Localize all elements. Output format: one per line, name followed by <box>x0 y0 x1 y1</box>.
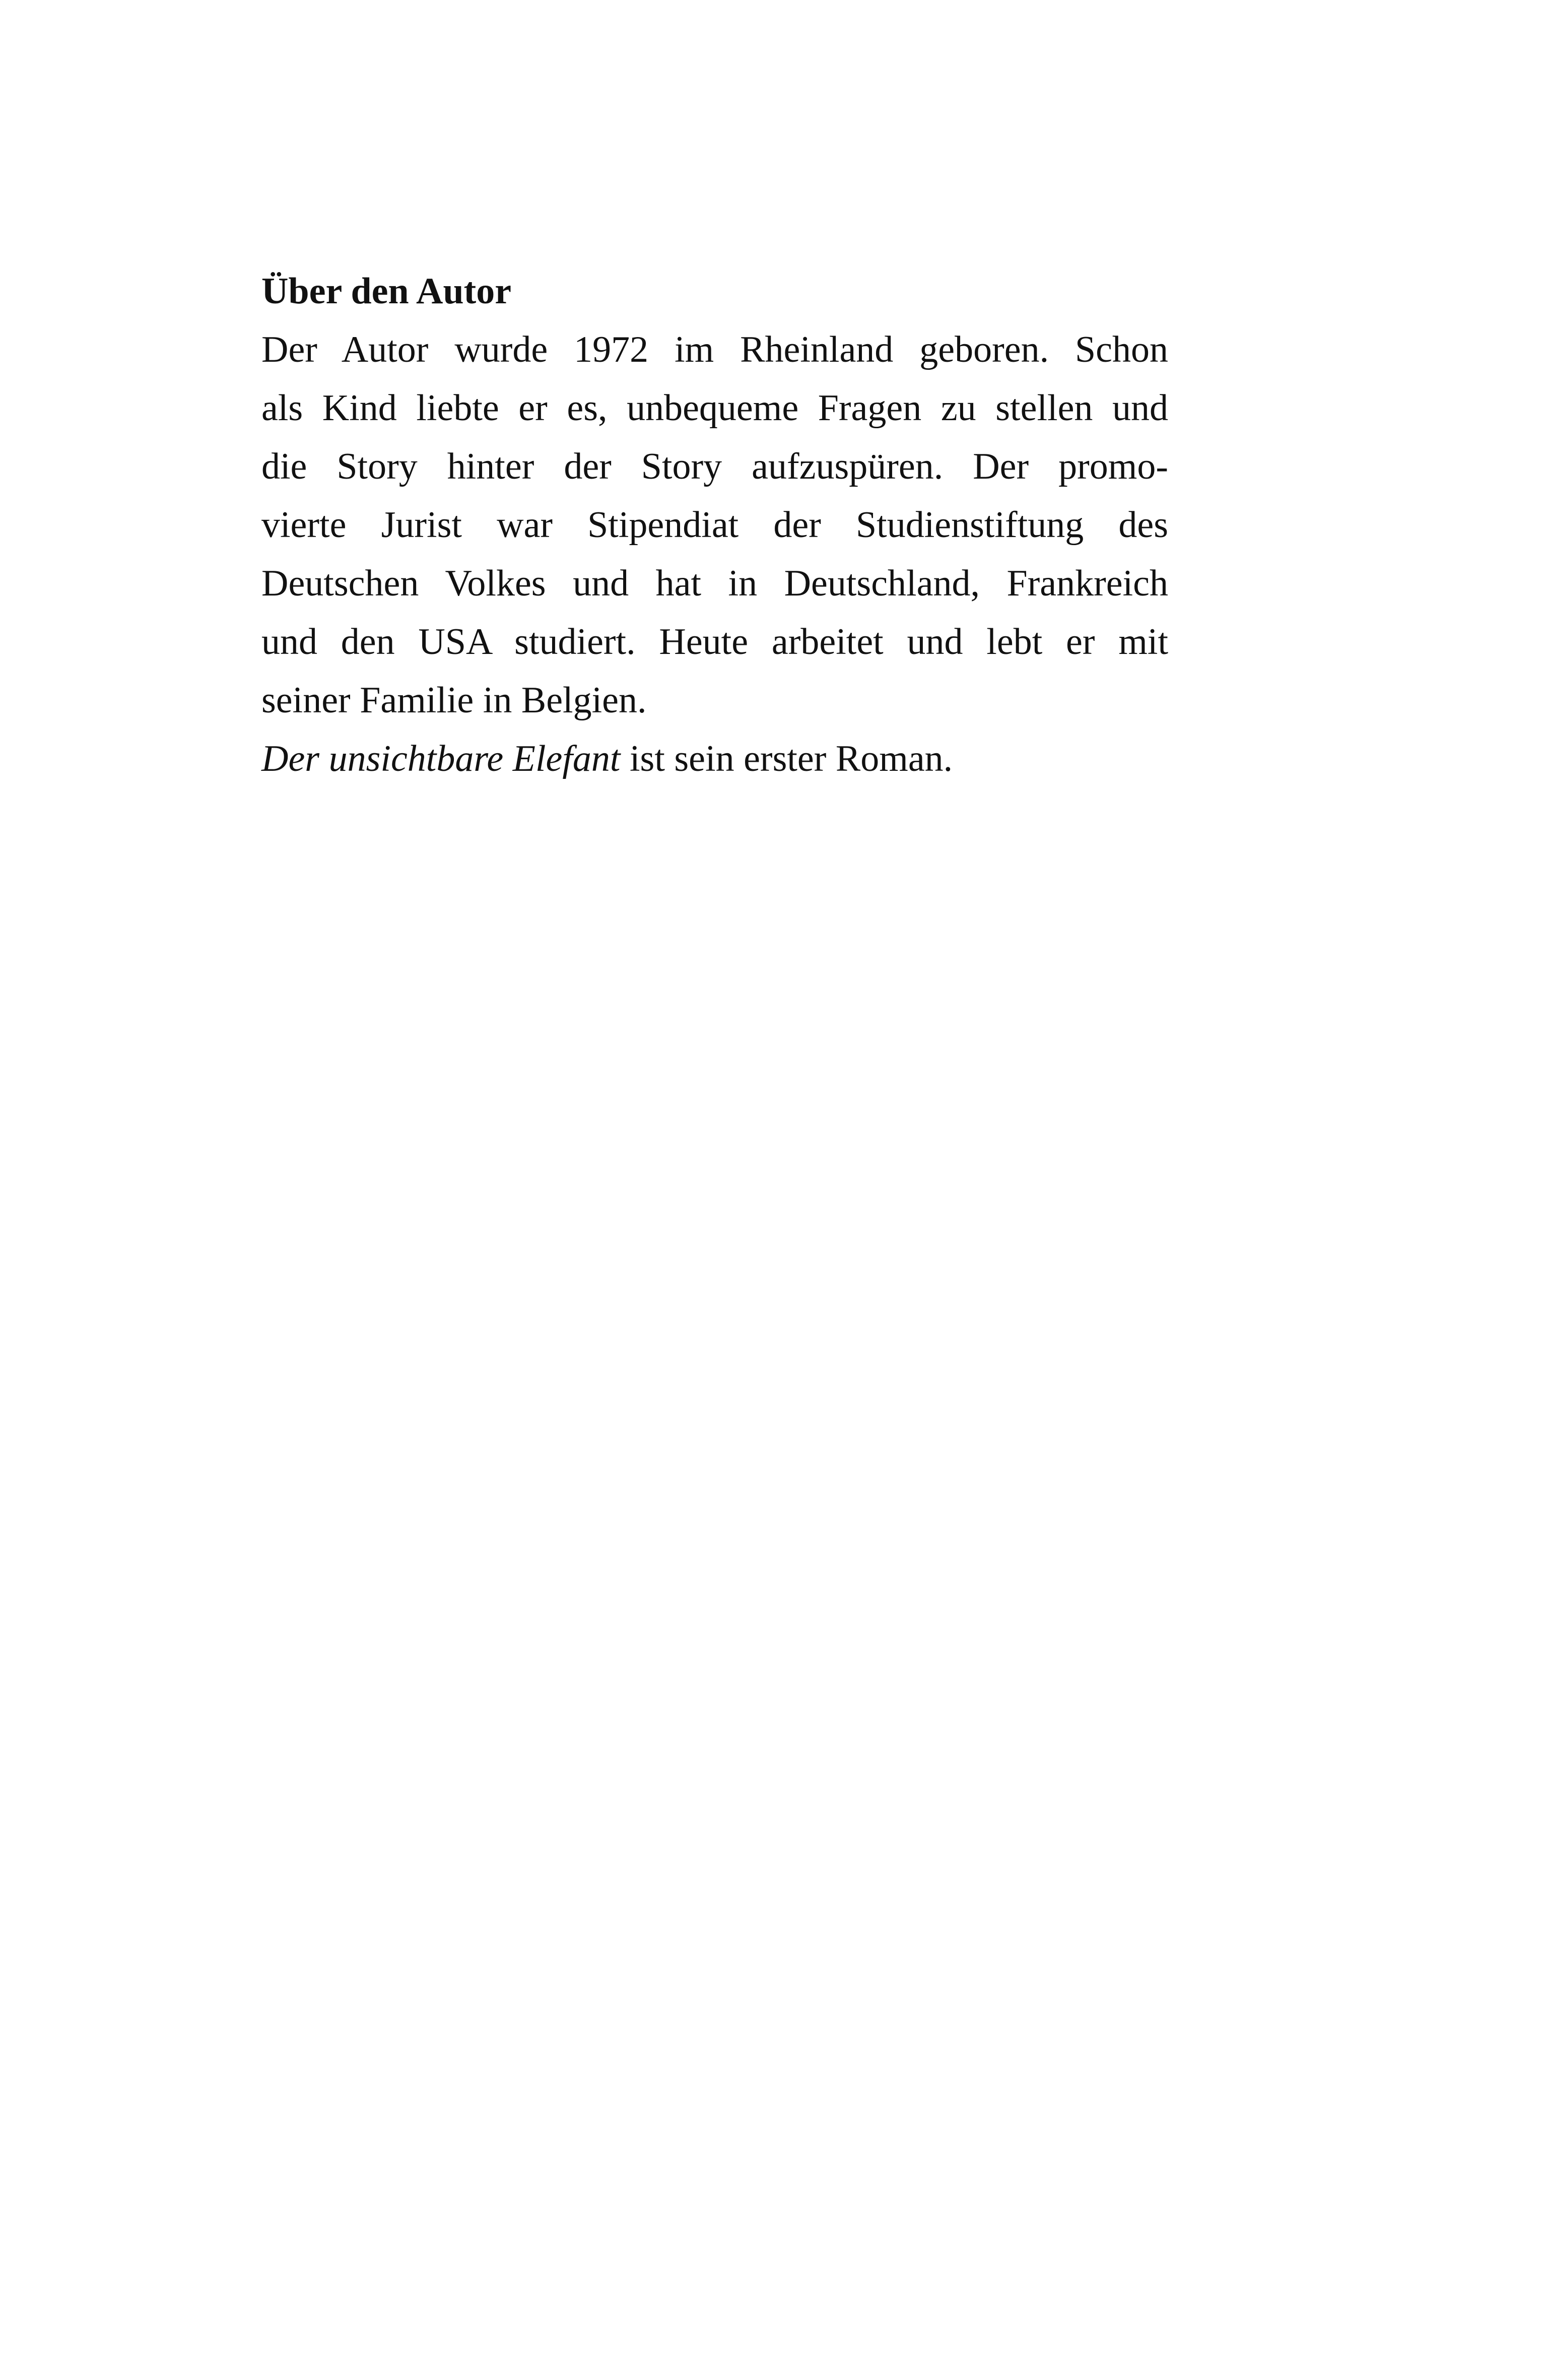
closing-line <box>261 730 1168 788</box>
body-line: vierte Jurist war Stipendiat der Studienstiftung des <box>261 504 1168 546</box>
closing-text: ist sein erster Roman. <box>620 738 953 779</box>
body-line: die Story hinter der Story aufzuspüren. Der promo- <box>261 446 1168 487</box>
body-line: und den USA studiert. Heute arbeitet und lebt er mit <box>261 621 1168 663</box>
body-line: Der Autor wurde 1972 im Rheinland geboren. Schon <box>261 329 1168 370</box>
about-author-section <box>261 262 1168 788</box>
book-title: Der unsichtbare Elefant <box>261 738 621 779</box>
body-line: als Kind liebte er es, unbequeme Fragen zu stellen und <box>261 387 1168 429</box>
body-line: seiner Familie in Belgien. <box>261 680 647 721</box>
body-line: Deutschen Volkes und hat in Deutschland, Frankreich <box>261 563 1168 604</box>
section-heading: Über den Autor <box>261 271 512 312</box>
